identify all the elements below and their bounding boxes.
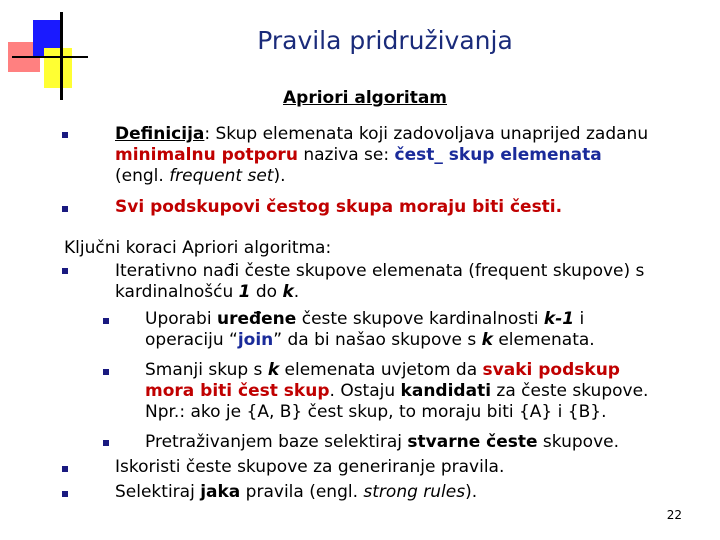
frequent-set-english: frequent set <box>169 166 274 186</box>
step-3-part1: Selektiraj <box>115 482 201 502</box>
sub-step-2-part3: . Ostaju <box>329 381 401 401</box>
sub-step-2 <box>145 360 705 423</box>
join-term: join <box>237 330 274 350</box>
sub-step-3-part1: Pretraživanjem baze selektiraj <box>145 432 408 452</box>
definition-text <box>115 124 675 187</box>
sub-step-1-part4: operaciju “ <box>145 330 238 350</box>
sub-step-2-part4: za česte skupove. <box>491 381 649 401</box>
must-be-frequent-term: mora biti čest skup <box>145 381 330 401</box>
frequent-set-term: čest_ skup elemenata <box>394 145 602 165</box>
step-2: Iskoristi česte skupove za generiranje pravila. <box>115 457 505 477</box>
step-1 <box>115 261 695 303</box>
cardinality-k: k <box>282 282 294 302</box>
step-3-part3: ). <box>465 482 478 502</box>
sub-step-1-part2: česte skupove kardinalnosti <box>296 309 544 329</box>
step-1-part3: do <box>250 282 283 302</box>
sub-bullet-icon <box>103 369 109 375</box>
slide-subtitle: Apriori algoritam <box>283 88 448 108</box>
sub-bullet-icon <box>103 318 109 324</box>
step-1-line1: Iterativno nađi česte skupove elemenata (frequent skupove) s <box>115 261 645 281</box>
sub-step-1-part6: elemenata. <box>492 330 595 350</box>
sub-step-3-part2: skupove. <box>537 432 620 452</box>
sub-step-3 <box>145 432 619 453</box>
example-text: Npr.: ako je {A, B} čest skup, to moraju biti {A} i {B}. <box>145 402 607 422</box>
real-frequent-term: stvarne česte <box>407 432 538 452</box>
k-term: k <box>481 330 493 350</box>
definition-term: Definicija <box>115 124 205 144</box>
sub-step-1-part3: i <box>574 309 585 329</box>
definition-part3: (engl. <box>115 166 170 186</box>
definition-part1: : Skup elemenata koji zadovoljava unaprijed zadanu <box>204 124 649 144</box>
candidates-term: kandidati <box>400 381 492 401</box>
cardinality-one: 1 <box>238 282 251 302</box>
k-term: k <box>267 360 280 380</box>
sub-step-2-part1: Smanji skup s <box>145 360 268 380</box>
page-number: 22 <box>666 508 682 522</box>
bullet-icon <box>62 466 68 472</box>
strong-term: jaka <box>200 482 241 502</box>
k-minus-1: k-1 <box>543 309 575 329</box>
step-1-part4: . <box>293 282 300 302</box>
min-support-term: minimalnu potporu <box>115 145 298 165</box>
definition-part4: ). <box>273 166 286 186</box>
strong-rules-english: strong rules <box>363 482 466 502</box>
ordered-term: uređene <box>216 309 297 329</box>
bullet-icon <box>62 132 68 138</box>
step-1-part2: kardinalnošću <box>115 282 239 302</box>
bullet-icon <box>62 268 68 274</box>
bullet-icon <box>62 206 68 212</box>
bullet-icon <box>62 491 68 497</box>
sub-step-1-part5: ” da bi našao skupove s <box>273 330 482 350</box>
logo-horizontal-line <box>12 56 88 58</box>
step-3-part2: pravila (engl. <box>240 482 364 502</box>
key-steps-heading: Ključni koraci Apriori algoritma: <box>64 238 332 258</box>
sub-step-1 <box>145 309 685 351</box>
sub-step-1-part1: Uporabi <box>145 309 217 329</box>
definition-part2: naziva se: <box>297 145 395 165</box>
sub-step-2-part2: elemenata uvjetom da <box>279 360 483 380</box>
subset-rule: Svi podskupovi čestog skupa moraju biti česti. <box>115 197 563 217</box>
every-subset-term: svaki podskup <box>482 360 620 380</box>
slide-title: Pravila pridruživanja <box>257 26 513 55</box>
sub-bullet-icon <box>103 440 109 446</box>
step-3 <box>115 482 477 503</box>
